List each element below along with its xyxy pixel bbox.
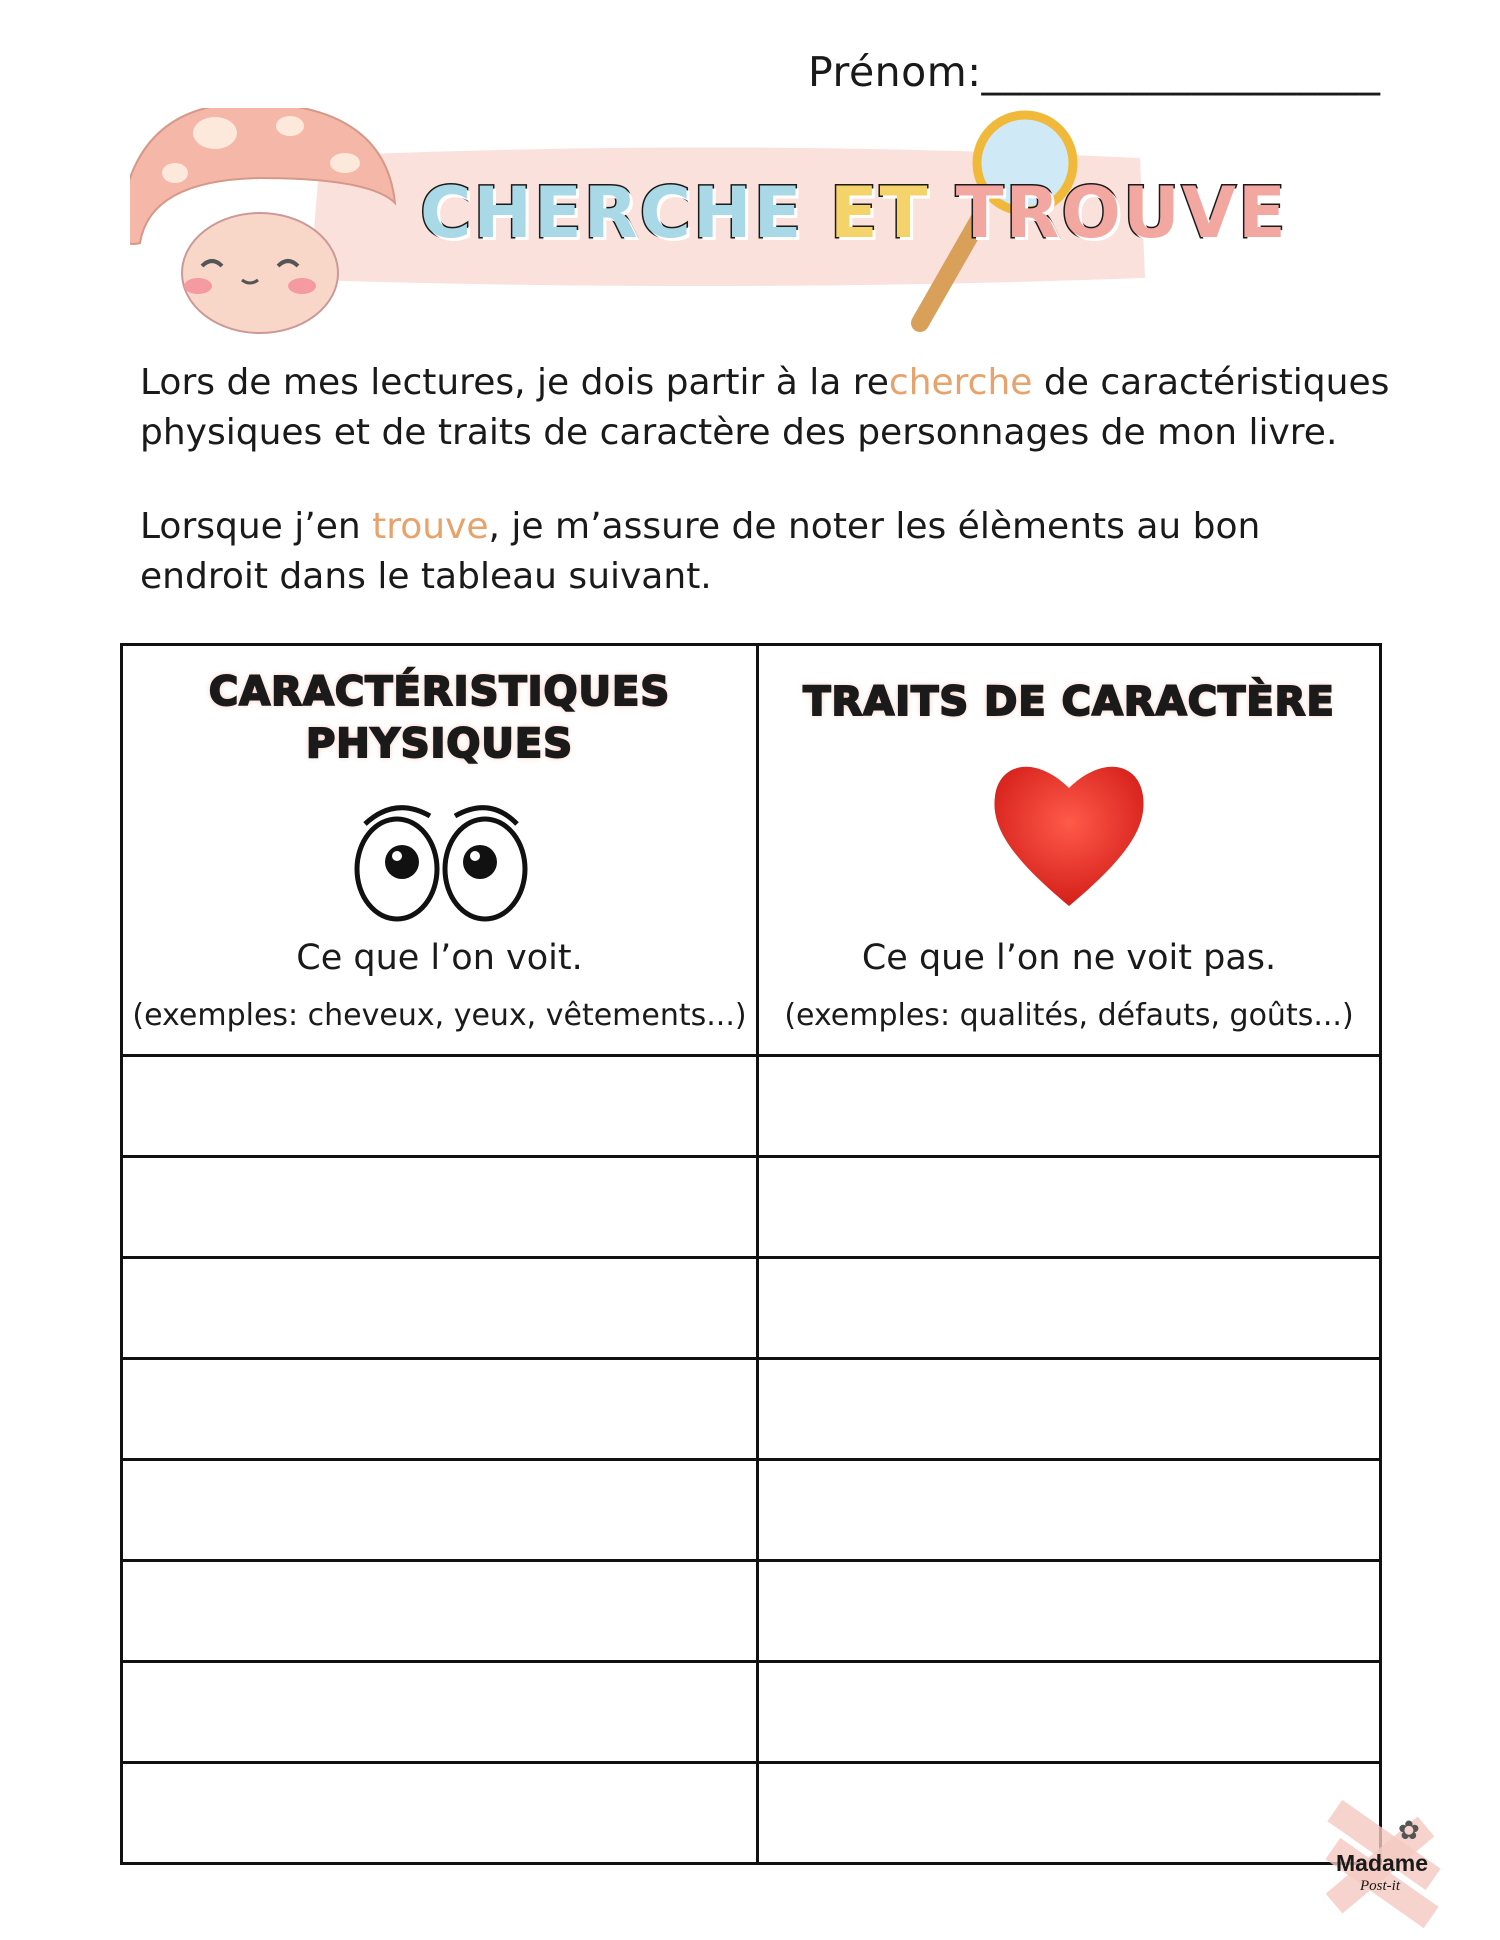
intro-text: , je m’assure de noter les élèments au bon endroit dans le tableau suivant. — [140, 506, 1261, 597]
brand-logo — [1334, 1812, 1434, 1912]
character-subtitle: Ce que l’on ne voit pas. — [861, 938, 1277, 978]
logo-line2: Post-it — [1360, 1878, 1400, 1894]
intro-text: Lorsque j’en — [140, 506, 373, 547]
physical-title-line1: CARACTÉRISTIQUES — [208, 669, 671, 715]
header-character — [759, 646, 1379, 1054]
heart-icon — [759, 746, 1379, 920]
row-divider — [123, 1357, 1379, 1360]
row-divider — [123, 1458, 1379, 1461]
page-title — [420, 172, 1288, 254]
name-label: Prénom: — [808, 48, 982, 96]
row-divider — [123, 1054, 1379, 1057]
physical-title — [123, 666, 756, 770]
name-blank: ___________________ — [981, 48, 1381, 96]
header-physical — [123, 646, 756, 1054]
character-examples: (exemples: qualités, défauts, goûts...) — [784, 998, 1354, 1033]
title-word-2: ET — [829, 172, 930, 254]
title-word-1: CHERCHE — [420, 172, 804, 254]
physical-examples: (exemples: cheveux, yeux, vêtements...) — [132, 998, 747, 1033]
physical-subtitle: Ce que l’on voit. — [296, 938, 583, 978]
eyes-icon — [123, 794, 756, 928]
row-divider — [123, 1761, 1379, 1764]
row-divider — [123, 1256, 1379, 1259]
intro-paragraph-1 — [140, 358, 1390, 458]
row-divider — [123, 1660, 1379, 1663]
intro-text: Lors de mes lectures, je dois partir à la re — [140, 362, 889, 403]
title-word-3: TROUVE — [955, 172, 1288, 254]
row-divider — [123, 1559, 1379, 1562]
physical-title-line2: PHYSIQUES — [305, 721, 574, 767]
character-table — [120, 643, 1382, 1865]
intro-text: de caractéristiques physiques et de traits de caractère des personnages de mon livre. — [140, 362, 1390, 453]
intro-paragraph-2 — [140, 502, 1390, 602]
intro-accent-word: trouve — [372, 506, 489, 547]
name-field[interactable] — [808, 48, 1381, 96]
character-title: TRAITS DE CARACTÈRE — [803, 679, 1335, 725]
intro-accent-word: cherche — [888, 362, 1033, 403]
logo-line1: Madame — [1336, 1850, 1429, 1876]
row-divider — [123, 1155, 1379, 1158]
flower-icon: ✿ — [1398, 1816, 1420, 1846]
